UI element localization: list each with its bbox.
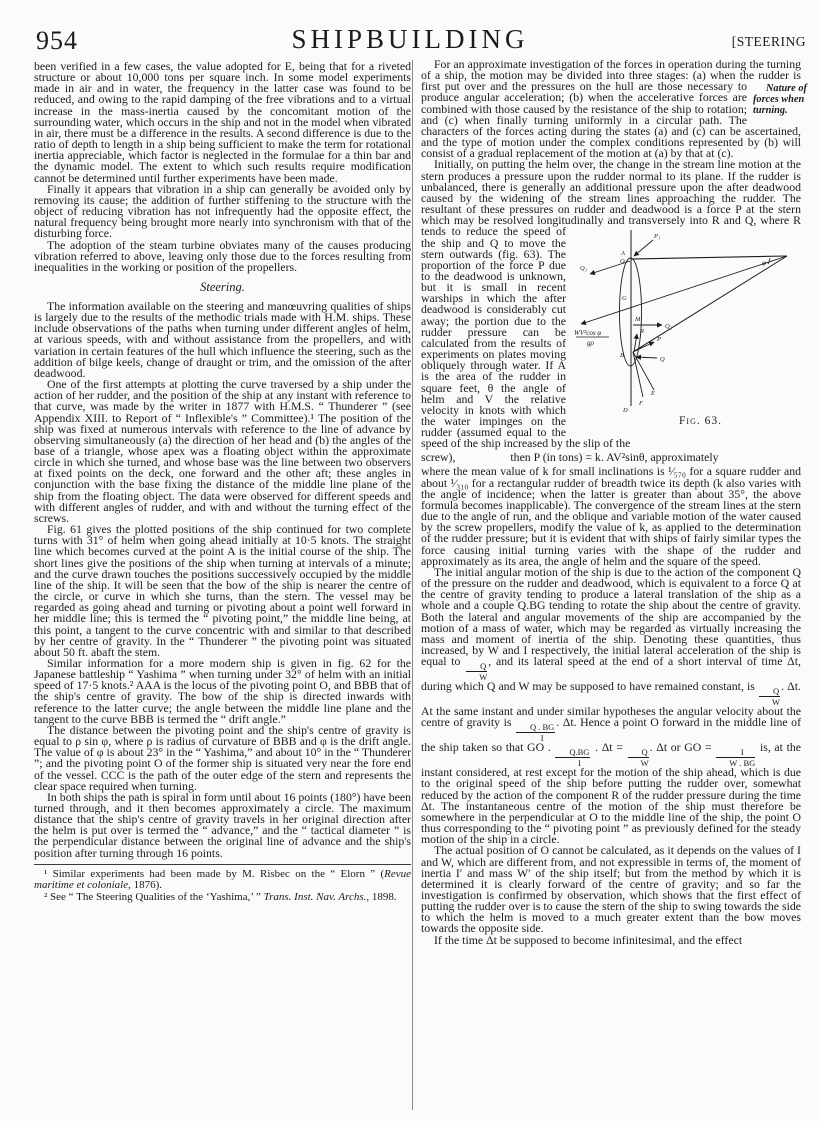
rudder-pressure-equation: screw), then P (in tons) = k. AV²sinθ, approximately [421, 450, 719, 465]
paragraph-drift-angle: The distance between the pivoting point and the ship's centre of gravity is equal to ρ sin φ, where ρ is radius of curvature of BBB and φ is the drift angle. The value of φ is about 23° in the “ Yashima,” and about 10° in the “ Thunderer ”; and the pivoting point O of the former ship is situated very near the fore end of the vessel. CCC is the path of the outer edge of the stern and represents the clear space required when turning. [34, 722, 411, 793]
figure-label-R: R [640, 328, 644, 336]
footnote-block [34, 864, 411, 904]
figure-label-G: G [622, 295, 627, 303]
fraction-I-over-WBG: $\frac{I}{W . BG}$ [716, 748, 755, 767]
paragraph-steering-info: The information available on the steering and manœuvring qualities of ships is largely due to the results of the methodic trials made with H.M. ships. These include observations of the paths when turning under different angles of helm, at various speeds, with and without assistance from the propellers, and with variation in certain features of the hull which influence the steering, such as the addition of bilge keels, change of draught or trim, and the omission of the after deadwood. [34, 298, 411, 380]
figure-label-M: M [635, 316, 641, 324]
figure-label-P1: P₁ [654, 233, 661, 241]
paragraph-model-experiments: been verified in a few cases, the value adopted for E, being that for a riveted structure or about 10,000 tons per square inch. In some model experiments made in air and in water, the frequency in the latter case was found to be reduced, and owing to the rapid damping of the free vibrations and to a virtual increase in the mass-inertia caused by the concomitant motion of the surrounding water, which occurs in the ship and not in the model when vibrated in air, there must be a difference in the results. A second difference is due to the ratio of depth to length in a ship being sufficient to make the term for rotational inertia appreciable, which factor is neglected in the formulae for a thin bar and the dynamic model. The extent to which such results require modification cannot be determined until further experiments have been made. [34, 59, 411, 185]
ship-forces-diagram [573, 228, 815, 414]
figure-label-phi: φ [762, 259, 766, 268]
right-column [421, 57, 807, 947]
figure-label-B: B [620, 352, 624, 360]
figure-label-force-num: WV²cos φ [574, 329, 602, 338]
paragraph-thunderer-trials: One of the first attempts at plotting the curve traversed by a ship under the action of her rudder, and the position of the ship at any instant with reference to that curve, was made by the writer in 1877 with H.M.S. “ Thunderer ” (see Appendix XIII. to Report of “ Inflexible's ” Committee).¹ The position of the ship was fixed at numerous intervals with reference to the line of advance by observing simultaneously (a) the direction of her head and (b) the angles of the base of a triangle, whose apex was a floating object within the approximate circle in which she turned, and whose base was the line between two observers at fixed points on the deck, one forward and the other aft; these angles in conjunction with the base fixing the distance of the middle line plane of the ship from the floating object. The data were observed for different speeds and with different angles of rudder, and with and without the turning effect of the screws. [34, 377, 411, 525]
paragraph-three-stages: For an approximate investigation of the forces in operation during the turning of a ship, the motion may be divided into three stages: (a) when the rudder is first put over and the pressures Nature of forces when turning. on the hull are those necessary to produce angular acceleration; (b) when the accelerative forces are combined with those caused by the resistance of the ship to rotation; and (c) when finally turning uniformly in a circular path. The characters of the forces acting during the states (a) and (c) can be ascertained, and the type of motion under the complex conditions represented by (b) will consist of a gradual replacement of the motion at (a) by that at (c). [421, 59, 801, 159]
fraction-QBG-over-I: $\frac{Q . BG}{I}$ [516, 723, 555, 742]
figure-label-Q1: Q₁ [580, 265, 587, 273]
figure-label-Q2: Q₂ [665, 323, 672, 331]
figure-caption: Fig. 63. [679, 415, 722, 428]
fraction-QBG-over-I: $\frac{Q.BG}{I}$ [555, 748, 590, 767]
figure-label-Q: Q [660, 356, 665, 364]
paragraph-yashima: Similar information for a more modern ship is given in fig. 62 for the Japanese battleship “ Yashima ” when turning under 32° of helm with an initial speed of 17·5 knots.² AAA is the locus of the pivoting point O, and BBB that of the ship's centre of gravity. The bow of the ship is directed inwards with reference to the latter curve; the angle between the middle line plane and the tangent to the curve BBB is termed the “ drift angle.” [34, 655, 411, 726]
paragraph-infinitesimal: If the time Δt be supposed to become infinitesimal, and the effect [434, 932, 743, 947]
paragraph-k-values: where the mean value of k for small inclinations is ¹⁄₅₇₀ for a square rudder and about ¹⁄₃₁₀ for a rectangular rudder of breadth twice its depth (k also varies with the angle of incidence; when the latter is greater than about 35°, the above formula becomes inapplicable). The convergence of the stream lines at the stern due to the angle of run, and the oblique and variable motion of the water caused by the screw propellers, modify the value of k, as applied to the determination of the rudder pressure; but it is evident that with ships of fairly similar types the force causing initial turning varies with the shape of the rudder and approximately as its area, the angle of helm and the square of the speed. [421, 464, 801, 568]
fraction-Q-over-W: $\frac{Q}{W}$ [466, 662, 487, 681]
margin-note: Nature of forces when turning. [753, 83, 807, 117]
figure-label-A: A [621, 250, 625, 258]
page-number: 954 [36, 26, 78, 55]
figure-label-P: P [657, 336, 661, 344]
paragraph-position-of-O: The actual position of O cannot be calculated, as it depends on the values of I and W, which are different from, and not expressible in terms of, the moment of inertia I′ and mass W′ of the ship itself; but from the method by which it is determined it is clearly forward of the centre of gravity; and so far the investigation is confirmed by observation, which shows that the first effect of putting the rudder over is to cause the stern of the ship to swing towards the side to which the helm is moved to a much greater extent than the bow moves towards the opposite side. [421, 843, 801, 936]
figure-label-E: E [651, 390, 655, 398]
paragraph-vibration-cause: Finally it appears that vibration in a ship can generally be avoided only by removing its cause; the addition of further stiffening to the structure with the object of reducing vibration has not infrequently had the opposite effect, the natural frequency being brought more nearly into synchronism with that of the disturbing force. [34, 181, 411, 241]
footnote-2: ² See “ The Steering Qualities of the ‘Yashima,’ ” Trans. Inst. Nav. Archs., 1898. [44, 890, 397, 903]
paragraph-helm-over: Initially, on putting the helm over, the change in the stream line motion at the stern produces a pressure upon the rudder normal to its plane. If the rudder is unbalanced, there is generally an additional pressure upon the after deadwood caused by the widening of the stream lines approaching the rudder. The resultant of these pressures on rudder and deadwood is a force P at the stern which may be resolved longitudinally and transversely into R and Q, where R WV²cos φ gρ A O P₁ Q₁ G M Q₂ R P Q B E F D φ Fig. 63. tends to reduce the speed of the ship and Q to move the stern outwards (fig. 63). The proportion of the force P due to the deadwood is unknown, but it is small in recent warships in which the after deadwood is considerably cut away; the portion due to the rudder pressure can be calculated from the results of experiments on plates moving obliquely through water. If A is the area of the rudder in square feet, θ the angle of helm and V the relative velocity in knots with which the water impinges on the rudder (assumed equal to the speed of the ship increased by the slip of the [421, 159, 801, 449]
page-title: SHIPBUILDING [291, 24, 529, 54]
figure-label-D: D [623, 407, 628, 415]
figure-label-force-den: gρ [587, 339, 594, 348]
running-head-section: [STEERING [731, 34, 806, 49]
column-divider-rule [412, 60, 413, 1110]
figure-label-O: O [620, 258, 625, 266]
paragraph-initial-angular-motion: The initial angular motion of the ship is due to the action of the component Q of the pressure on the rudder and deadwood, which is equivalent to a force Q at the centre of gravity tending to produce a lateral translation of the ship as a whole and a couple Q.BG tending to rotate the ship about the centre of gravity. Both the lateral and angular movements of the ship are accompanied by the motion of a mass of water, which may be regarded as virtually increasing the mass and moment of inertia of the ship. Denoting these quantities, thus increased, by W and I respectively, the initial lateral acceleration of the ship is equal to $\frac{Q}{W}$ , and its lateral speed at the end of a short interval of time Δt, during which Q and W may be supposed to have remained constant, is $\frac{Q}{W}$ . Δt. At the same instant and under similar hypotheses the angular velocity about the centre of gravity is $\frac{Q . BG}{I}$ . Δt. Hence a point O forward in the middle line of the ship taken so that GO . $\frac{Q.BG}{I}$ . Δt = $\frac{Q}{W}$ . Δt or GO = $\frac{I}{W . BG}$ is, at the instant considered, at rest except for the motion of the ship ahead, which is due to the original speed of the ship before putting the rudder over, somewhat reduced by the action of the component R of the rudder pressure during the time Δt. The instantaneous centre of the motion of the ship must therefore be somewhere in the perpendicular at O to the middle line of the ship, the point O thus corresponding to the “ pivoting point ” as previously defined for the steady motion of the ship in a circle. [421, 564, 802, 847]
paragraph-fig61: Fig. 61 gives the plotted positions of the ship continued for two complete turns with 31° of helm when going ahead initially at 10·5 knots. The straight line which becomes curved at the point A is the initial course of the ship. The short lines give the positions of the ship when turning at intervals of a minute; and the curve drawn touches the positions successively occupied by the middle line of the ship. It will be seen that the bow of the ship is nearer the centre of the circle, or curve in which she turns, than the stern. The vessel may be regarded as going ahead and turning or pivoting about a point well forward in her middle line; this is termed the “ pivoting point,” the middle line being, at this point, a tangent to the curve concentric with and similar to that described by her centre of gravity. In the “ Thunderer ” the pivoting point was situated about 50 ft. abaft the stem. [34, 522, 411, 659]
left-column [34, 61, 411, 903]
fraction-Q-over-W: $\frac{Q}{W}$ [628, 748, 649, 767]
fraction-Q-over-W: $\frac{Q}{W}$ [759, 687, 780, 706]
footnote-1: ¹ Similar experiments had been made by M. Risbec on the “ Elorn ” (Revue maritime et coloniale, 1876). [34, 867, 411, 892]
paragraph-steam-turbine: The adoption of the steam turbine obviates many of the causes producing vibration referred to above, leaving only those due to the forces resulting from inequalities in the working or position of the propellers. [34, 237, 411, 274]
figure-label-F: F [639, 400, 643, 408]
paragraph-tactical-diameter: In both ships the path is spiral in form until about 16 points (180°) have been turned through, and it then becomes approximately a circle. The maximum distance that the ship's centre of gravity travels in her original direction after the helm is put over is termed the “ advance,” and the “ tactical diameter ” is the perpendicular distance between the original line of advance and the ship's position after turning through 16 points. [34, 789, 411, 860]
steering-heading: Steering. [200, 279, 245, 294]
figure-63 [573, 228, 815, 427]
